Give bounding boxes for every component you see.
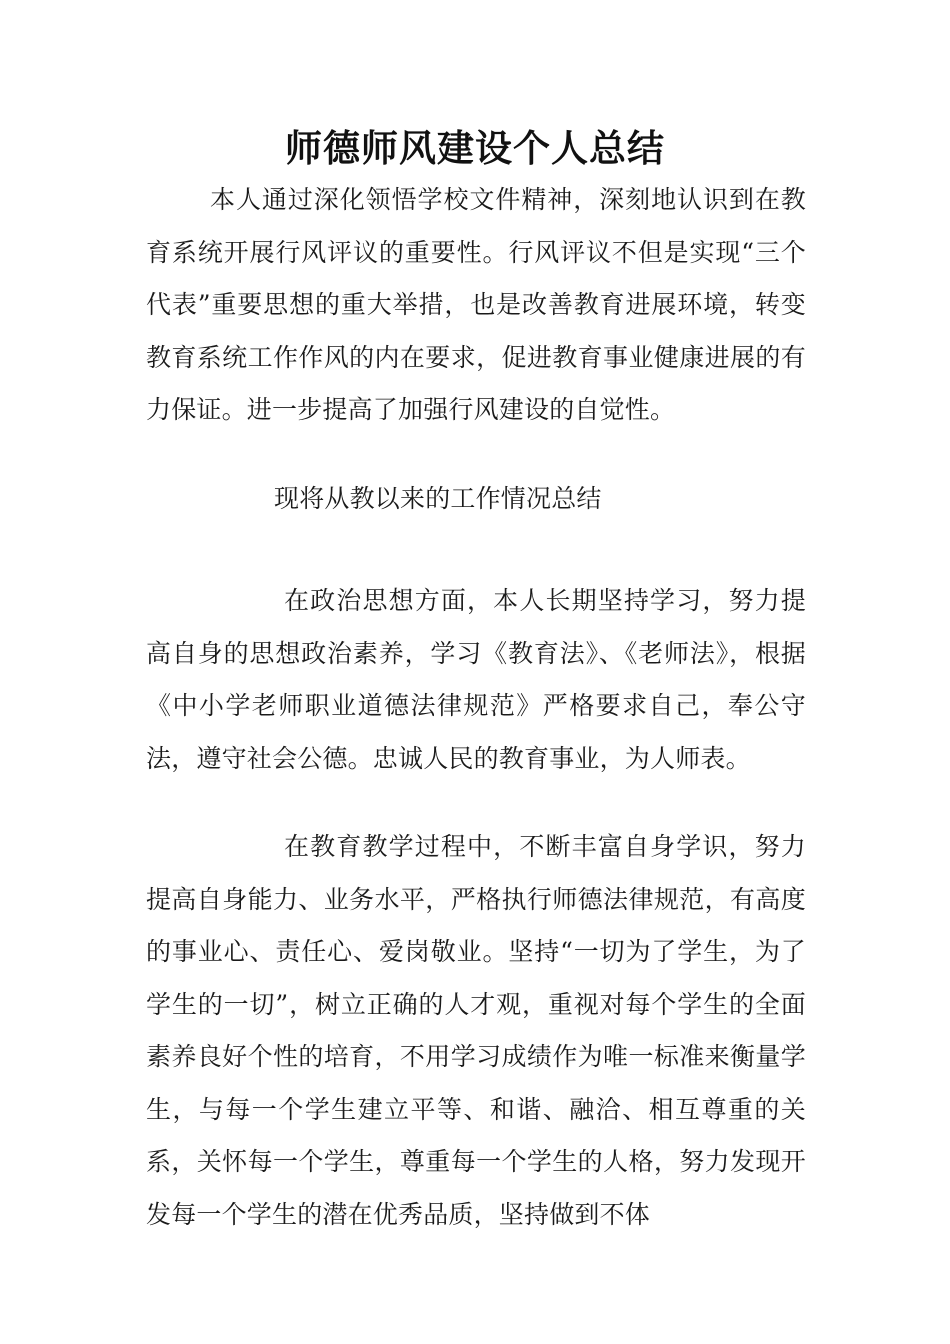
paragraph-summary-heading: 现将从教以来的工作情况总结 (274, 484, 602, 513)
paragraph-political-thought: 在政治思想方面，本人长期坚持学习，努力提高自身的思想政治素养，学习《教育法》、《老师法》，根据《中小学老师职业道德法律规范》严格要求自己，奉公守法，遵守社会公德。忠诚人民的教育事业，为人师表。 (146, 586, 806, 773)
document-title: 师德师风建设个人总结 (285, 127, 665, 170)
paragraph-intro: 本人通过深化领悟学校文件精神，深刻地认识到在教育系统开展行风评议的重要性。行风评议不但是实现“三个代表”重要思想的重大举措，也是改善教育进展环境，转变教育系统工作作风的内在要求，促进教育事业健康进展的有力保证。进一步提高了加强行风建设的自觉性。 (146, 185, 806, 424)
paragraph-teaching-process: 在教育教学过程中，不断丰富自身学识，努力提高自身能力、业务水平，严格执行师德法律规范，有高度的事业心、责任心、爱岗敬业。坚持“一切为了学生，为了学生的一切”，树立正确的人才观，重视对每个学生的全面素养良好个性的培育，不用学习成绩作为唯一标准来衡量学生，与每一个学生建立平等、和谐、融洽、相互尊重的关系，关怀每一个学生，尊重每一个学生的人格，努力发现开发每一个学生的潜在优秀品质，坚持做到不体 (146, 832, 806, 1229)
